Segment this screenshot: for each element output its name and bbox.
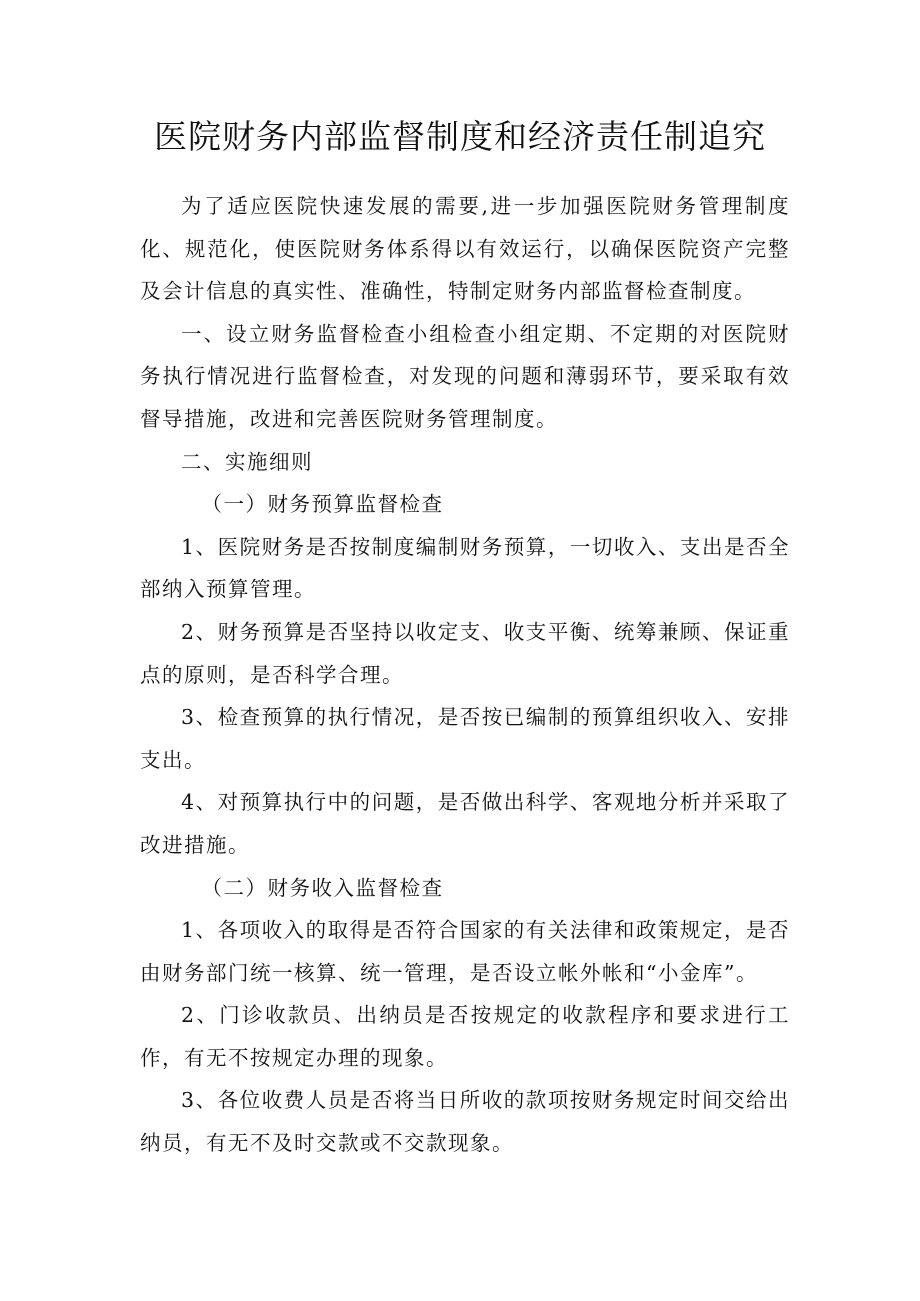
- income-item-1: 1、各项收入的取得是否符合国家的有关法律和政策规定，是否由财务部门统一核算、统一管理，是否设立帐外帐和“小金库”。: [140, 918, 790, 985]
- budget-item-2: 2、财务预算是否坚持以收定支、收支平衡、统筹兼顾、保证重点的原则，是否科学合理。: [140, 619, 790, 687]
- subsection-2-heading: （二）财务收入监督检查: [201, 875, 444, 900]
- document-body: [140, 185, 790, 1165]
- subsection-1-heading: （一）财务预算监督检查: [201, 492, 444, 517]
- budget-item-3: 3、检查预算的执行情况，是否按已编制的预算组织收入、安排支出。: [140, 705, 790, 772]
- income-item-3: 3、各位收费人员是否将当日所收的款项按财务规定时间交给出纳员，有无不及时交款或不交款现象。: [140, 1088, 790, 1156]
- document-title: 医院财务内部监督制度和经济责任制追究: [154, 117, 766, 156]
- budget-item-4: 4、对预算执行中的问题，是否做出科学、客观地分析并采取了改进措施。: [140, 790, 790, 857]
- income-item-2: 2、门诊收款员、出纳员是否按规定的收款程序和要求进行工作，有无不按规定办理的现象。: [140, 1003, 790, 1070]
- section-2-heading: 二、实施细则: [181, 449, 313, 474]
- budget-item-1: 1、医院财务是否按制度编制财务预算，一切收入、支出是否全部纳入预算管理。: [140, 534, 790, 602]
- section-1-paragraph: 一、设立财务监督检查小组检查小组定期、不定期的对医院财务执行情况进行监督检查，对发现的问题和薄弱环节，要采取有效督导措施，改进和完善医院财务管理制度。: [140, 321, 790, 431]
- intro-paragraph: 为了适应医院快速发展的需要,进一步加强医院财务管理制度化、规范化，使医院财务体系得以有效运行，以确保医院资产完整及会计信息的真实性、准确性，特制定财务内部监督检查制度。: [140, 194, 790, 304]
